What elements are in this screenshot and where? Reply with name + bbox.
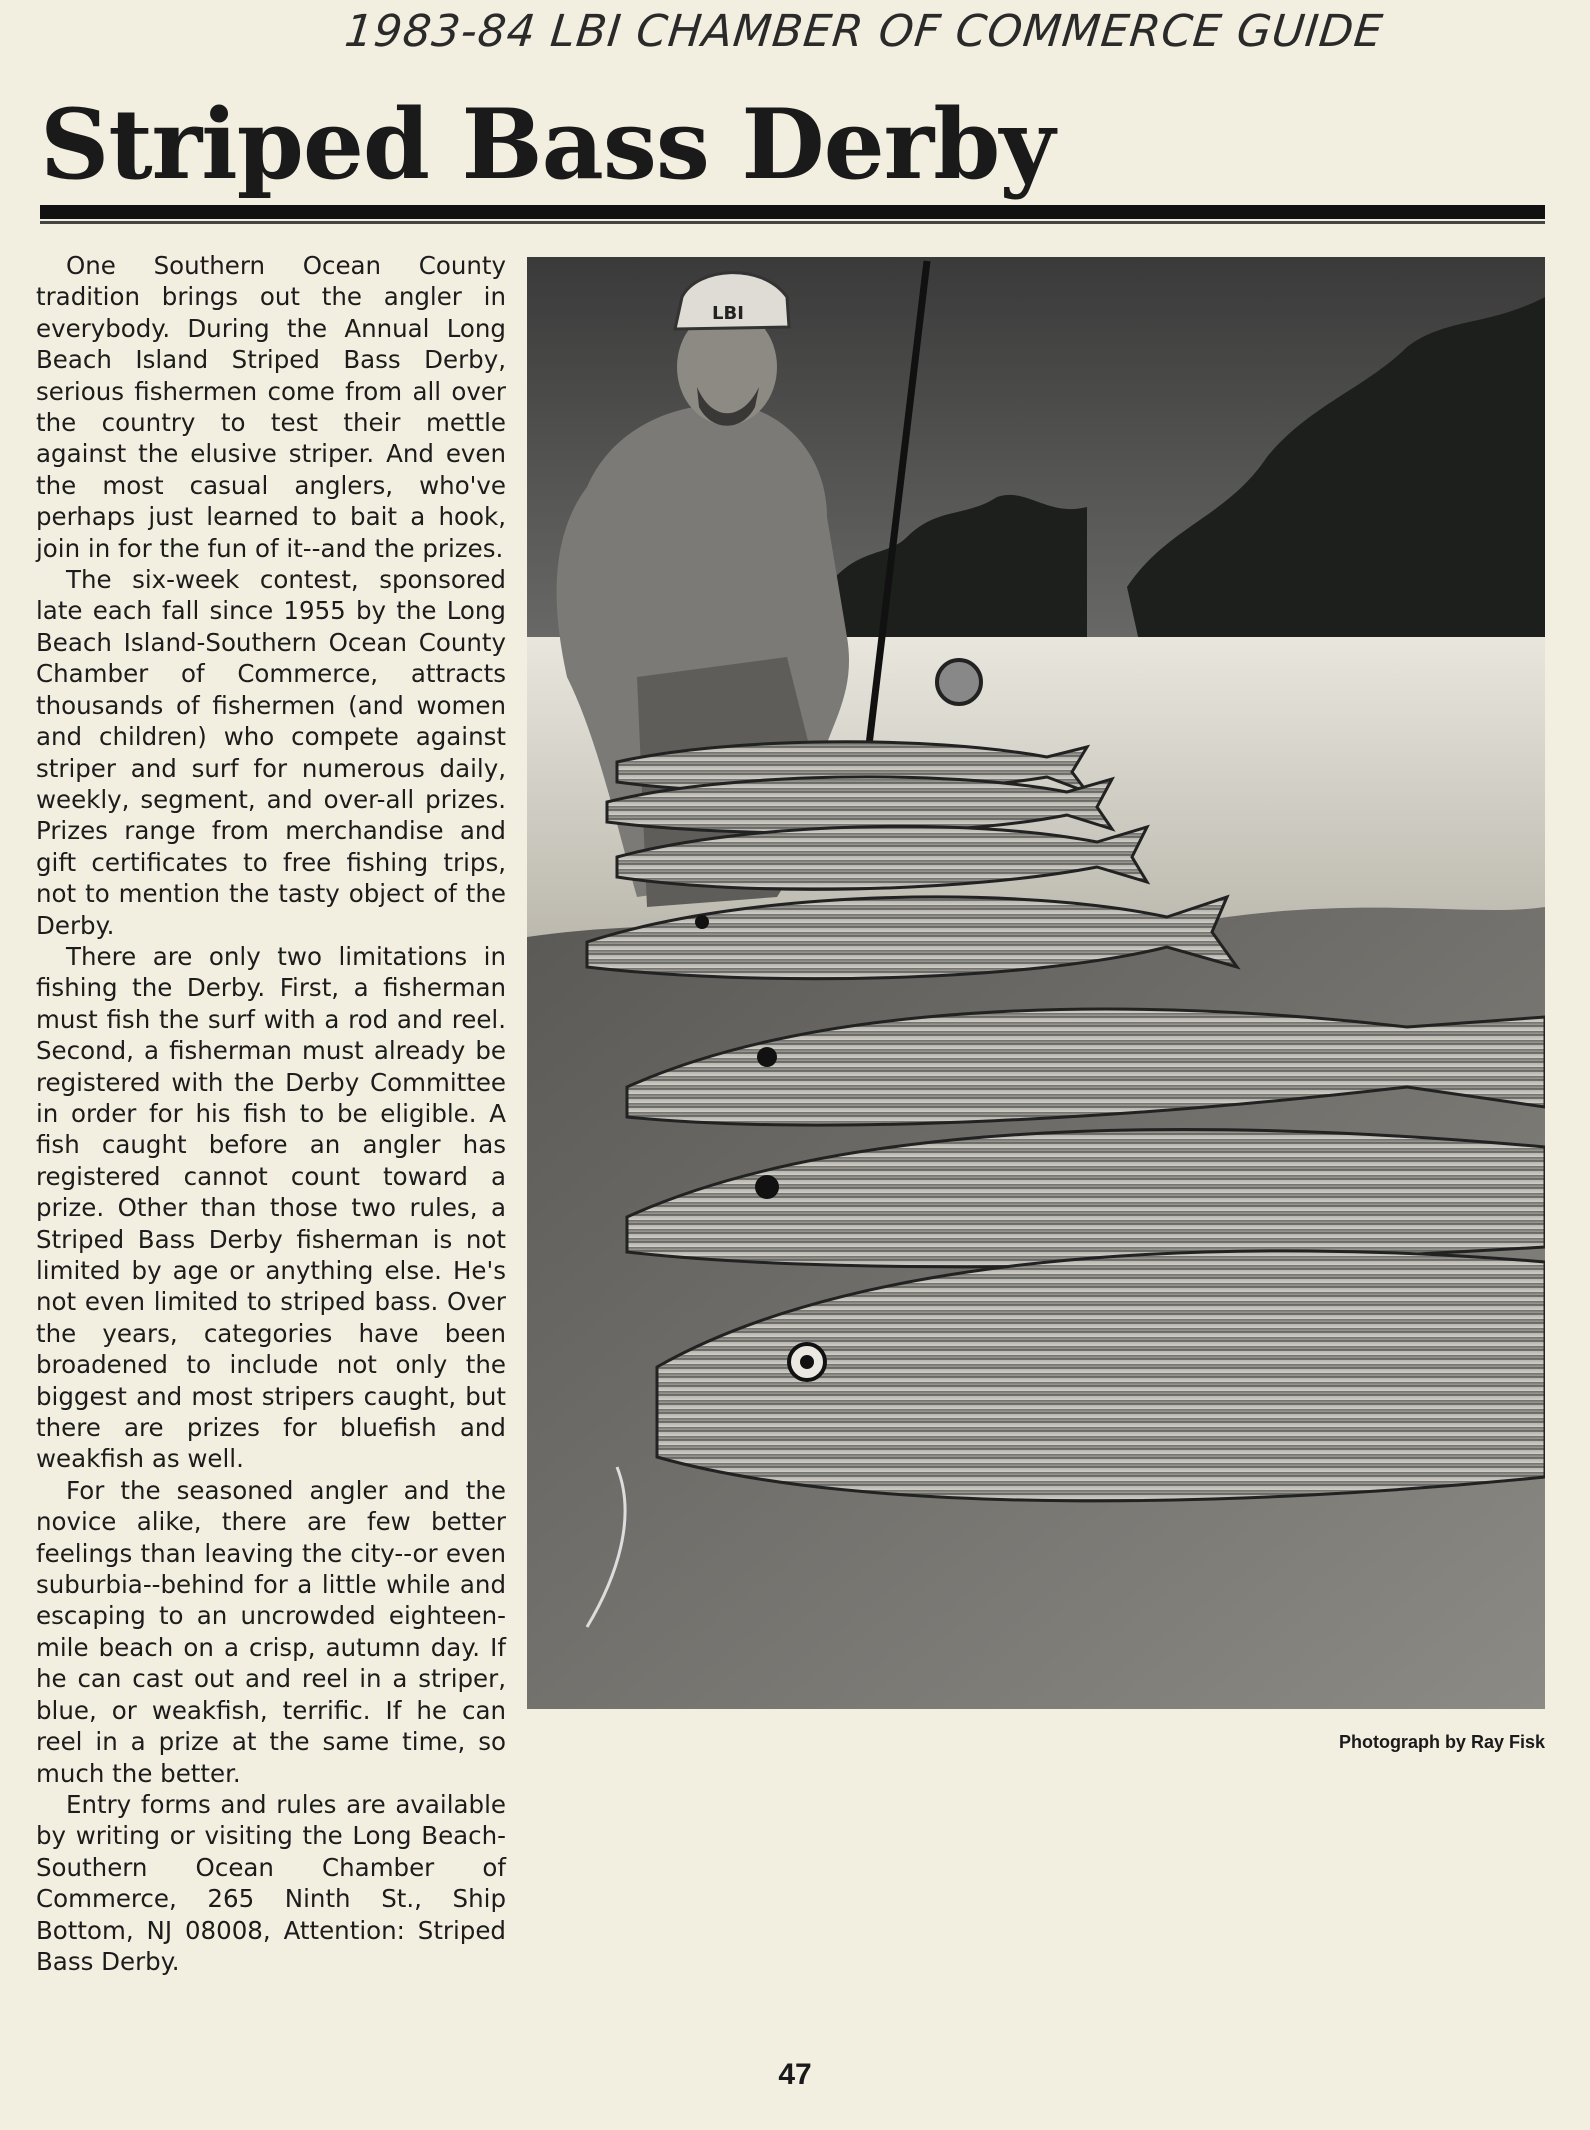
article-paragraph: One Southern Ocean County tradition brings out the angler in everybody. During the Annual Long Beach Island Striped Bass Derby, serious fishermen come from all over the country to test their mettle against the elusive striper. And even the most casual anglers, who've perhaps just learned to bait a hook, join in for the fun of it--and the prizes. (36, 251, 506, 563)
article-body (36, 250, 506, 1977)
article-paragraph: Entry forms and rules are available by writing or visiting the Long Beach-Southern Ocean Chamber of Commerce, 265 Ninth St., Ship Bottom, NJ 08008, Attention: Striped Bass Derby. (36, 1789, 506, 1976)
fishing-reel (937, 660, 981, 704)
page-title: Striped Bass Derby (40, 88, 1055, 201)
title-rule (40, 205, 1545, 219)
cap-patch: LBI (712, 303, 744, 324)
article-paragraph: For the seasoned angler and the novice alike, there are few better feelings than leaving the city--or even suburbia--behind for a little while and escaping to an uncrowded eighteen-mile beach on a crisp, autumn day. If he can cast out and reel in a striper, blue, or weakfish, terrific. If he can reel in a prize at the same time, so much the better. (36, 1475, 506, 1788)
page-number: 47 (778, 2058, 812, 2091)
photo-illustration (527, 257, 1545, 1709)
handwritten-note: 1983-84 LBI CHAMBER OF COMMERCE GUIDE (342, 6, 1386, 57)
title-rule-shadow (40, 221, 1545, 224)
fisherman-photo (527, 257, 1545, 1709)
photo-credit: Photograph by Ray Fisk (1338, 1732, 1545, 1752)
article-paragraph: The six-week contest, sponsored late each fall since 1955 by the Long Beach Island-Southern Ocean County Chamber of Commerce, attracts thousands of fishermen (and women and children) who compete against striper and surf for numerous daily, weekly, segment, and over-all prizes. Prizes range from merchandise and gift certificates to free fishing trips, not to mention the tasty object of the Derby. (36, 565, 506, 940)
article-paragraph: There are only two limitations in fishing the Derby. First, a fisherman must fish the surf with a rod and reel. Second, a fisherman must already be registered with the Derby Committee in order for his fish to be eligible. A fish caught before an angler has registered cannot count toward a prize. Other than those two rules, a Striped Bass Derby fisherman is not limited by age or anything else. He's not even limited to striped bass. Over the years, categories have been broadened to include not only the biggest and most stripers caught, but there are prizes for bluefish and weakfish as well. (36, 941, 506, 1474)
